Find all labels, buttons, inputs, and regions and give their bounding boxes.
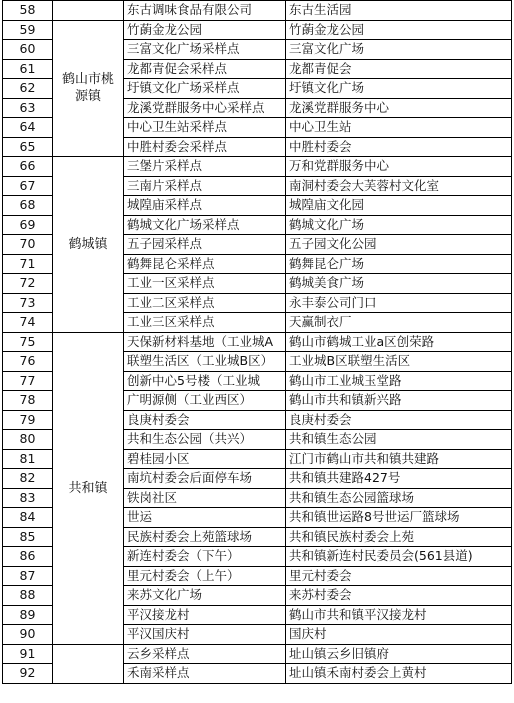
table-row [3, 1, 512, 21]
site-name: 碧桂园小区 [124, 449, 286, 469]
row-number: 78 [3, 391, 53, 411]
site-name: 圩镇文化广场采样点 [124, 79, 286, 99]
site-name: 城隍庙采样点 [124, 196, 286, 216]
row-number: 86 [3, 547, 53, 567]
row-number: 65 [3, 137, 53, 157]
site-name: 共和生态公园（共兴） [124, 430, 286, 450]
row-number: 66 [3, 157, 53, 177]
site-name: 三堡片采样点 [124, 157, 286, 177]
site-name: 鹤城文化广场采样点 [124, 215, 286, 235]
table-row [3, 332, 512, 352]
site-name: 平汉接龙村 [124, 605, 286, 625]
site-address: 工业城B区联塑生活区 [286, 352, 512, 372]
site-address: 共和镇世运路8号世运厂篮球场 [286, 508, 512, 528]
site-name: 平汉国庆村 [124, 625, 286, 645]
site-name: 来苏文化广场 [124, 586, 286, 606]
row-number: 63 [3, 98, 53, 118]
site-name: 世运 [124, 508, 286, 528]
site-address: 永丰泰公司门口 [286, 293, 512, 313]
row-number: 70 [3, 235, 53, 255]
site-name: 竹蓢金龙公园 [124, 20, 286, 40]
row-number: 88 [3, 586, 53, 606]
site-address: 共和镇生态公园 [286, 430, 512, 450]
site-name: 云乡采样点 [124, 644, 286, 664]
site-name: 中胜村委会采样点 [124, 137, 286, 157]
row-number: 73 [3, 293, 53, 313]
row-number: 87 [3, 566, 53, 586]
site-name: 工业二区采样点 [124, 293, 286, 313]
table-row [3, 20, 512, 40]
row-number: 76 [3, 352, 53, 372]
table-row [3, 157, 512, 177]
site-name: 南坑村委会后面停车场 [124, 469, 286, 489]
table-row [3, 644, 512, 664]
site-name: 鹤舞昆仑采样点 [124, 254, 286, 274]
site-name: 东古调味食品有限公司 [124, 1, 286, 21]
site-address: 鹤山市共和镇平汉接龙村 [286, 605, 512, 625]
site-name: 三南片采样点 [124, 176, 286, 196]
site-address: 良庚村委会 [286, 410, 512, 430]
site-address: 中胜村委会 [286, 137, 512, 157]
site-address: 东古生活园 [286, 1, 512, 21]
site-name: 禾南采样点 [124, 664, 286, 684]
row-number: 77 [3, 371, 53, 391]
row-number: 83 [3, 488, 53, 508]
row-number: 75 [3, 332, 53, 352]
site-address: 鹤山市工业城玉堂路 [286, 371, 512, 391]
site-name: 龙都青促会采样点 [124, 59, 286, 79]
site-address: 圩镇文化广场 [286, 79, 512, 99]
site-name: 中心卫生站采样点 [124, 118, 286, 138]
row-number: 84 [3, 508, 53, 528]
site-name: 新连村委会（下午） [124, 547, 286, 567]
row-number: 69 [3, 215, 53, 235]
town-name: 鹤山市桃源镇 [53, 20, 124, 157]
row-number: 58 [3, 1, 53, 21]
site-address: 江门市鹤山市共和镇共建路 [286, 449, 512, 469]
site-name: 里元村委会（上午） [124, 566, 286, 586]
row-number: 68 [3, 196, 53, 216]
site-name: 民族村委会上苑篮球场 [124, 527, 286, 547]
site-address: 龙溪党群服务中心 [286, 98, 512, 118]
site-name: 龙溪党群服务中心采样点 [124, 98, 286, 118]
row-number: 90 [3, 625, 53, 645]
row-number: 67 [3, 176, 53, 196]
row-number: 81 [3, 449, 53, 469]
sampling-site-table [2, 0, 512, 684]
row-number: 82 [3, 469, 53, 489]
row-number: 92 [3, 664, 53, 684]
site-address: 鹤城美食广场 [286, 274, 512, 294]
site-name: 工业三区采样点 [124, 313, 286, 333]
site-name: 广明源侧（工业西区） [124, 391, 286, 411]
town-name: 共和镇 [53, 332, 124, 644]
town-cell [53, 644, 124, 683]
site-address: 鹤舞昆仑广场 [286, 254, 512, 274]
site-name: 铁岗社区 [124, 488, 286, 508]
site-address: 共和镇共建路427号 [286, 469, 512, 489]
site-name: 创新中心5号楼（工业城 [124, 371, 286, 391]
row-number: 89 [3, 605, 53, 625]
row-number: 62 [3, 79, 53, 99]
row-number: 79 [3, 410, 53, 430]
site-name: 五子园采样点 [124, 235, 286, 255]
site-address: 址山镇禾南村委会上黄村 [286, 664, 512, 684]
site-name: 工业一区采样点 [124, 274, 286, 294]
site-address: 万和党群服务中心 [286, 157, 512, 177]
site-address: 里元村委会 [286, 566, 512, 586]
site-name: 联塑生活区（工业城B区） [124, 352, 286, 372]
site-address: 龙都青促会 [286, 59, 512, 79]
site-address: 共和镇新连村民委员会(561县道) [286, 547, 512, 567]
site-address: 址山镇云乡旧镇府 [286, 644, 512, 664]
site-address: 鹤山市鹤城工业a区创荣路 [286, 332, 512, 352]
site-address: 城隍庙文化园 [286, 196, 512, 216]
row-number: 80 [3, 430, 53, 450]
site-address: 鹤城文化广场 [286, 215, 512, 235]
site-address: 五子园文化公园 [286, 235, 512, 255]
site-address: 中心卫生站 [286, 118, 512, 138]
site-address: 国庆村 [286, 625, 512, 645]
row-number: 91 [3, 644, 53, 664]
row-number: 60 [3, 40, 53, 60]
site-name: 良庚村委会 [124, 410, 286, 430]
row-number: 85 [3, 527, 53, 547]
site-address: 共和镇生态公园篮球场 [286, 488, 512, 508]
site-address: 共和镇民族村委会上苑 [286, 527, 512, 547]
site-address: 南洞村委会大芙蓉村文化室 [286, 176, 512, 196]
site-name: 三富文化广场采样点 [124, 40, 286, 60]
site-address: 鹤山市共和镇新兴路 [286, 391, 512, 411]
row-number: 59 [3, 20, 53, 40]
site-name: 天保新材料基地（工业城A [124, 332, 286, 352]
row-number: 74 [3, 313, 53, 333]
row-number: 72 [3, 274, 53, 294]
site-address: 三富文化广场 [286, 40, 512, 60]
row-number: 64 [3, 118, 53, 138]
row-number: 61 [3, 59, 53, 79]
site-address: 来苏村委会 [286, 586, 512, 606]
town-cell [53, 1, 124, 21]
site-address: 天赢制衣厂 [286, 313, 512, 333]
site-address: 竹蓢金龙公园 [286, 20, 512, 40]
town-name: 鹤城镇 [53, 157, 124, 333]
row-number: 71 [3, 254, 53, 274]
